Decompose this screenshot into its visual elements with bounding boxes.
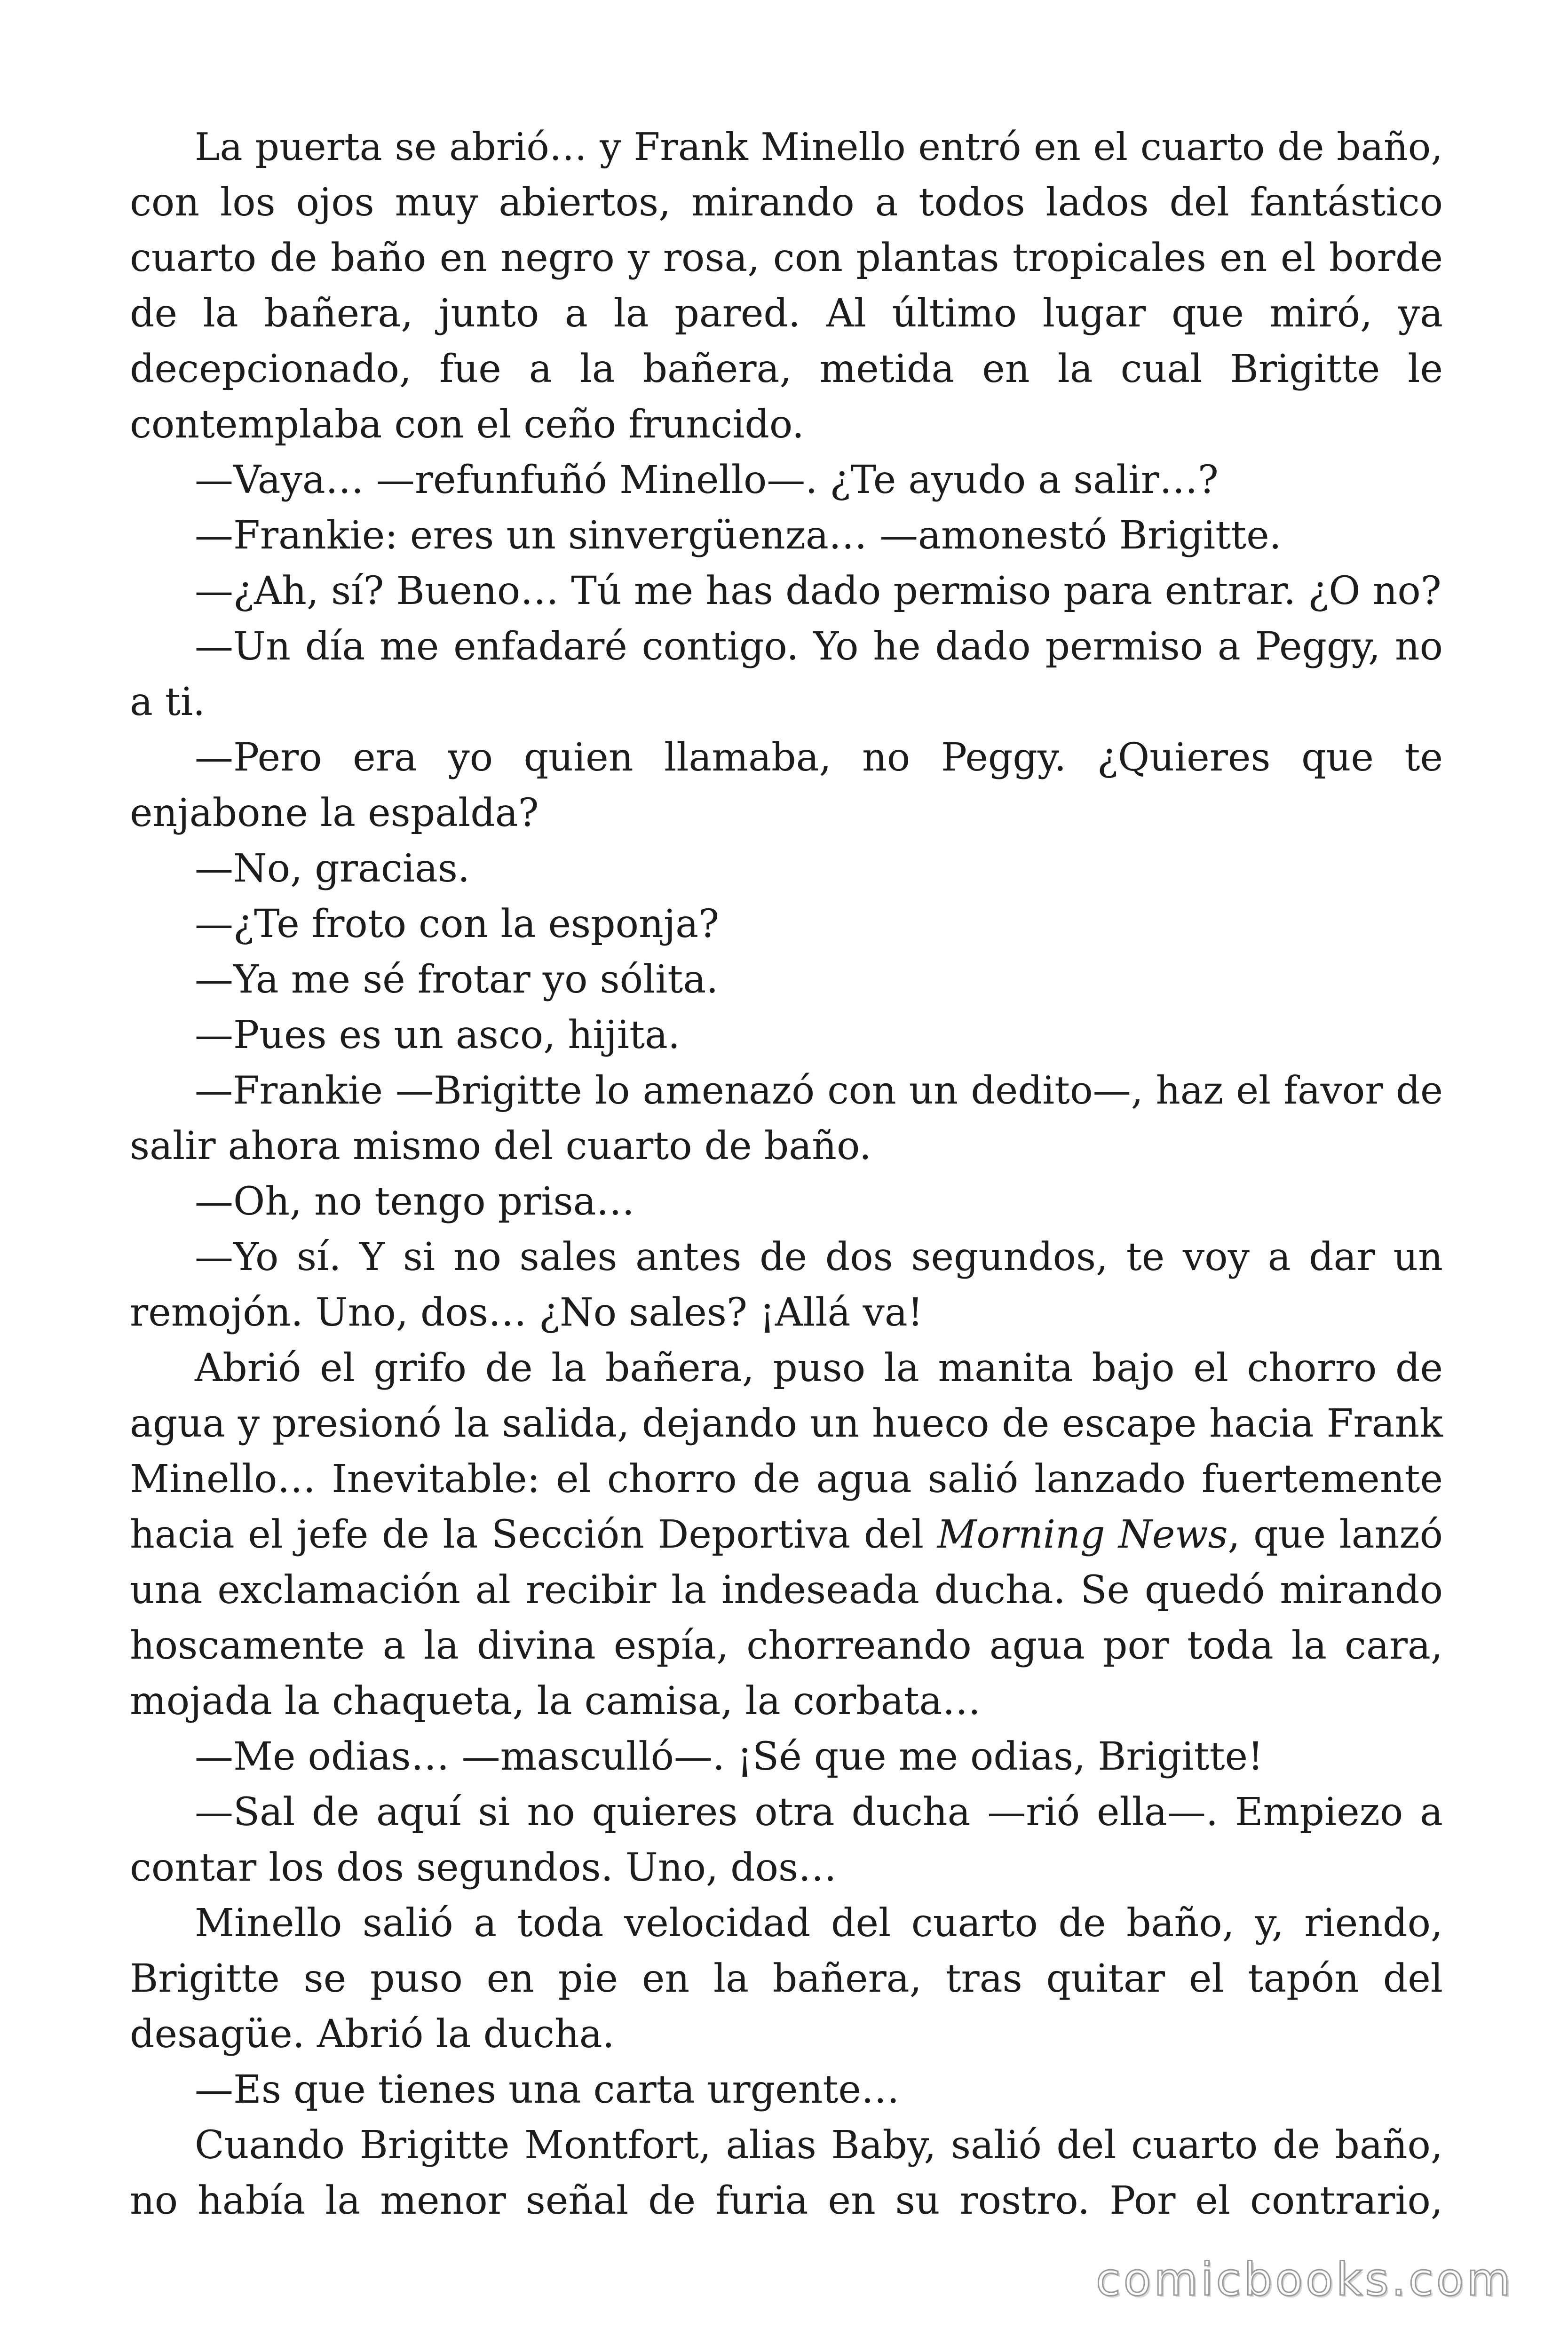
text-line: a ti.	[130, 680, 206, 724]
text-line: agua y presionó la salida, dejando un hueco de escape hacia Frank	[130, 1401, 1443, 1446]
text-line: —¿Te froto con la esponja?	[195, 902, 720, 946]
text-line: Minello salió a toda velocidad del cuarto de baño, y, riendo,	[195, 1901, 1443, 1946]
newspaper-title: Morning News	[937, 1512, 1228, 1557]
text-line: La puerta se abrió… y Frank Minello entró en el cuarto de baño,	[195, 125, 1443, 169]
text-line: —Frankie —Brigitte lo amenazó con un dedito—, haz el favor de	[195, 1069, 1443, 1113]
text-line: Brigitte se puso en pie en la bañera, tras quitar el tapón del	[130, 1956, 1443, 2001]
text-line: —Yo sí. Y si no sales antes de dos segundos, te voy a dar un	[195, 1235, 1443, 1279]
text-run: hacia el jefe de la Sección Deportiva del	[130, 1512, 937, 1557]
text-line: Minello… Inevitable: el chorro de agua salió lanzado fuertemente	[130, 1457, 1443, 1502]
text-line: cuarto de baño en negro y rosa, con plantas tropicales en el borde	[130, 236, 1443, 280]
text-line: —Frankie: eres un sinvergüenza… —amonestó Brigitte.	[195, 513, 1282, 558]
text-line: contemplaba con el ceño fruncido.	[130, 402, 804, 447]
text-line: desagüe. Abrió la ducha.	[130, 2012, 615, 2057]
text-line: contar los dos segundos. Uno, dos…	[130, 1845, 837, 1890]
text-line: —Un día me enfadaré contigo. Yo he dado permiso a Peggy, no	[195, 624, 1443, 669]
text-line: decepcionado, fue a la bañera, metida en la cual Brigitte le	[130, 347, 1443, 391]
text-line: con los ojos muy abiertos, mirando a todos lados del fantástico	[130, 180, 1443, 225]
text-line: —¿Ah, sí? Bueno… Tú me has dado permiso para entrar. ¿O no?	[195, 569, 1441, 613]
text-line: —Pues es un asco, hijita.	[195, 1013, 681, 1057]
text-line: —Es que tienes una carta urgente…	[195, 2067, 900, 2112]
text-line: remojón. Uno, dos… ¿No sales? ¡Allá va!	[130, 1290, 923, 1335]
text-line: no había la menor señal de furia en su rostro. Por el contrario,	[130, 2178, 1443, 2223]
text-line: —No, gracias.	[195, 846, 470, 891]
text-line: de la bañera, junto a la pared. Al último lugar que miró, ya	[130, 291, 1443, 336]
text-line: —Ya me sé frotar yo sólita.	[195, 957, 719, 1002]
text-line: enjabone la espalda?	[130, 791, 539, 835]
text-line: —Sal de aquí si no quieres otra ducha —rió ella—. Empiezo a	[195, 1790, 1443, 1835]
text-line: mojada la chaqueta, la camisa, la corbata…	[130, 1679, 981, 1724]
text-run: , que lanzó	[1227, 1512, 1443, 1557]
text-line: —Vaya… —refunfuñó Minello—. ¿Te ayudo a salir…?	[195, 458, 1219, 502]
text-line: Cuando Brigitte Montfort, alias Baby, salió del cuarto de baño,	[195, 2123, 1443, 2168]
text-line: —Me odias… —masculló—. ¡Sé que me odias, Brigitte!	[195, 1734, 1264, 1779]
text-line: salir ahora mismo del cuarto de baño.	[130, 1124, 871, 1168]
text-line: hoscamente a la divina espía, chorreando agua por toda la cara,	[130, 1623, 1443, 1668]
watermark: comicbooks.com	[1095, 2253, 1513, 2306]
text-line: —Oh, no tengo prisa…	[195, 1179, 635, 1224]
text-line: una exclamación al recibir la indeseada ducha. Se quedó mirando	[130, 1568, 1443, 1613]
text-line: —Pero era yo quien llamaba, no Peggy. ¿Quieres que te	[195, 735, 1443, 780]
text-line: Abrió el grifo de la bañera, puso la manita bajo el chorro de	[195, 1346, 1443, 1391]
text-line-with-italic	[130, 1507, 1443, 1563]
